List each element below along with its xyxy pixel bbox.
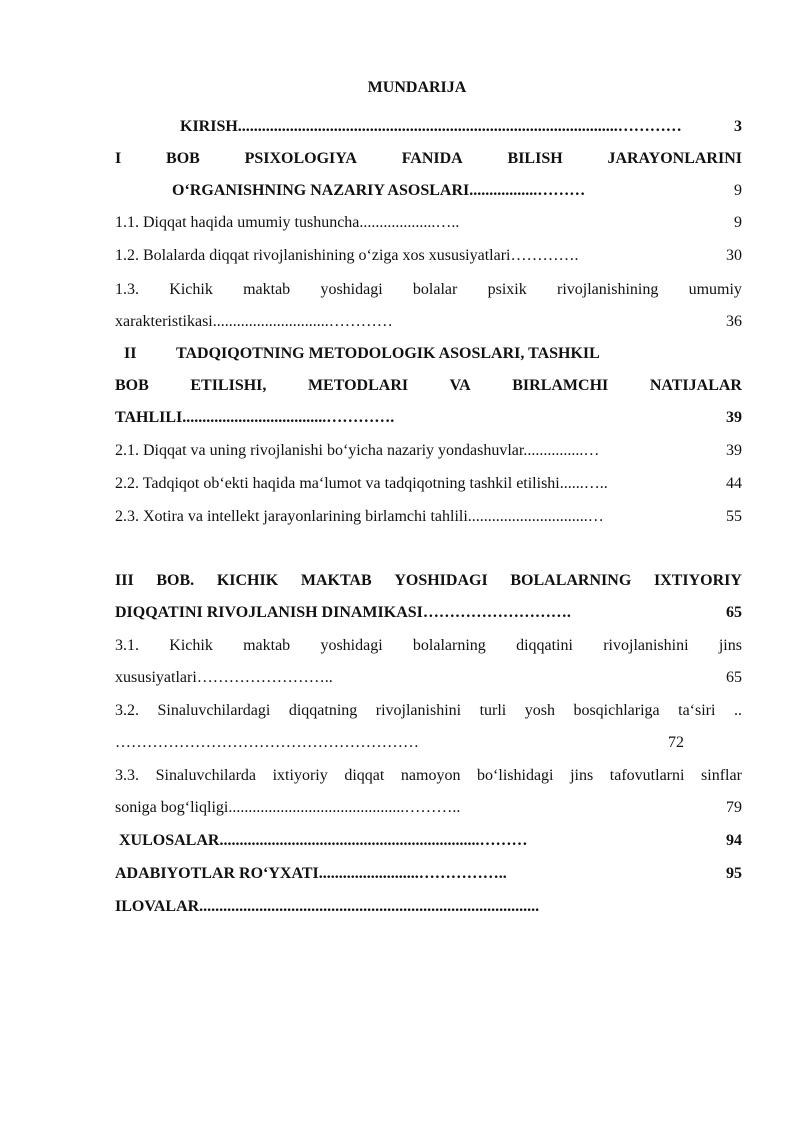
toc-page-xulosalar: 94 <box>726 832 742 849</box>
toc-chapter-2-line3: TAHLILI....................................…………. <box>115 409 395 426</box>
toc-chapter-2-line1: TADQIQOTNING METODOLOGIK ASOSLARI, TASHKIL <box>176 345 600 362</box>
toc-page-chapter-3: 65 <box>726 604 742 621</box>
toc-page-adabiyotlar: 95 <box>726 865 742 882</box>
toc-page-chapter-1: 9 <box>734 182 742 199</box>
toc-page-3-2: 72 <box>668 734 684 751</box>
toc-page-chapter-2: 39 <box>726 409 742 426</box>
toc-entry-3-3-line1: 3.3. Sinaluvchilarda ixtiyoriy diqqat namoyon bo‘lishidagi jins tafovutlarni sinflar <box>115 767 742 784</box>
toc-entry-adabiyotlar: ADABIYOTLAR RO‘YXATI.........................…………….. <box>115 865 507 882</box>
toc-page-3-3: 79 <box>726 799 742 816</box>
toc-entry-3-3-line2: soniga bog‘liqligi............................................……….. <box>115 799 461 816</box>
toc-page-3-1: 65 <box>726 669 742 686</box>
toc-chapter-1-line1: I BOB PSIXOLOGIYA FANIDA BILISH JARAYONLARINI <box>115 150 742 167</box>
toc-title: MUNDARIJA <box>367 79 467 96</box>
toc-entry-kirish: KIRISH...............................................................................................………… <box>180 118 682 135</box>
toc-chapter-1-line2: O‘RGANISHNING NAZARIY ASOSLARI.................……… <box>172 182 586 199</box>
toc-entry-1-3-line2: xarakteristikasi.............................………… <box>115 313 393 330</box>
toc-entry-1-1: 1.1. Diqqat haqida umumiy tushuncha...................….. <box>115 214 460 231</box>
toc-chapter-2-line2: BOB ETILISHI, METODLARI VA BIRLAMCHI NATIJALAR <box>115 377 742 394</box>
toc-page-1-3: 36 <box>726 313 742 330</box>
toc-entry-3-1-line1: 3.1. Kichik maktab yoshidagi bolalarning diqqatini rivojlanishini jins <box>115 637 742 654</box>
toc-entry-2-2: 2.2. Tadqiqot ob‘ekti haqida ma‘lumot va tadqiqotning tashkil etilishi......….. <box>115 475 608 492</box>
toc-chapter-3-line1: III BOB. KICHIK MAKTAB YOSHIDAGI BOLALARNING IXTIYORIY <box>115 572 742 589</box>
toc-page-kirish: 3 <box>734 118 742 135</box>
toc-page-2-3: 55 <box>726 508 742 525</box>
toc-entry-2-1: 2.1. Diqqat va uning rivojlanishi bo‘yicha nazariy yondashuvlar...............… <box>115 442 600 459</box>
toc-page-2-2: 44 <box>726 475 742 492</box>
toc-entry-3-2-line2: ………………………………………………… <box>115 734 419 751</box>
toc-entry-1-3-line1: 1.3. Kichik maktab yoshidagi bolalar psixik rivojlanishining umumiy <box>115 281 742 298</box>
toc-page-2-1: 39 <box>726 442 742 459</box>
toc-entry-1-2: 1.2. Bolalarda diqqat rivojlanishining o‘ziga xos xususiyatlari…………. <box>115 247 579 264</box>
toc-chapter-2-roman: II <box>124 345 137 362</box>
toc-page-1-1: 9 <box>734 214 742 231</box>
toc-chapter-3-line2: DIQQATINI RIVOJLANISH DINAMIKASI………………………. <box>115 604 571 621</box>
toc-entry-2-3: 2.3. Xotira va intellekt jarayonlarining birlamchi tahlili..............................… <box>115 508 604 525</box>
toc-entry-3-2-line1: 3.2. Sinaluvchilardagi diqqatning rivojlanishini turli yosh bosqichlariga ta‘siri .. <box>115 702 742 719</box>
toc-page-1-2: 30 <box>726 247 742 264</box>
toc-entry-xulosalar: XULOSALAR.................................................................……… <box>119 832 528 849</box>
toc-entry-ilovalar: ILOVALAR..................................................................................... <box>115 898 540 915</box>
toc-entry-3-1-line2: xususiyatlari…………………….. <box>115 669 333 686</box>
